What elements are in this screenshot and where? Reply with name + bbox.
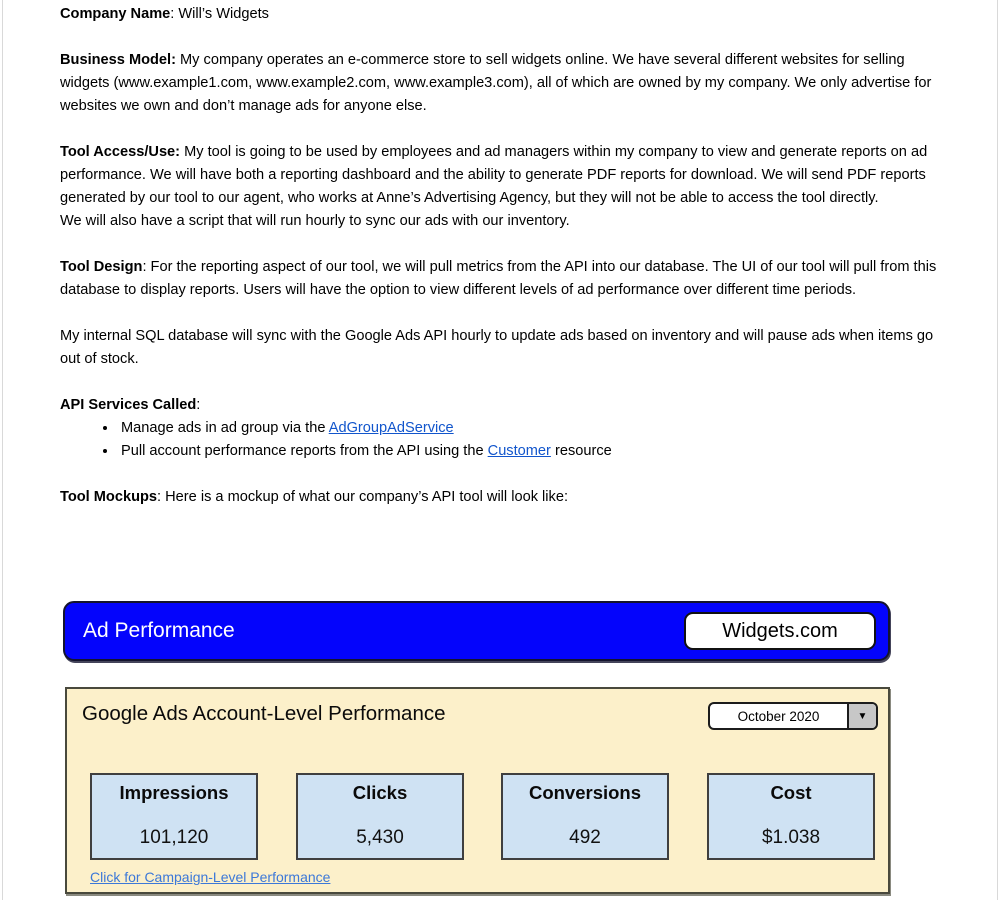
metric-card-impressions <box>90 773 258 860</box>
widgets-site-button[interactable]: Widgets.com <box>684 612 876 650</box>
tool-access-line2: We will also have a script that will run hourly to sync our ads with our inventory. <box>60 213 570 229</box>
campaign-level-performance-link[interactable]: Click for Campaign-Level Performance <box>90 869 331 885</box>
panel-title: Google Ads Account-Level Performance <box>82 702 446 725</box>
tool-mockups-text: : Here is a mockup of what our company’s API tool will look like: <box>157 489 569 505</box>
period-dropdown-value: October 2020 <box>737 708 820 724</box>
company-name-value: : Will’s Widgets <box>170 6 269 22</box>
mockup-header-bar <box>63 601 890 661</box>
metric-card-cost <box>707 773 875 860</box>
paragraph-business-model <box>60 49 942 118</box>
metric-label: Cost <box>770 782 812 803</box>
bullet1-pre: Manage ads in ad group via the <box>121 420 329 436</box>
document-body <box>60 0 942 532</box>
metric-value: 5,430 <box>356 827 404 848</box>
tool-mockups-label: Tool Mockups <box>60 489 158 505</box>
metric-card-clicks <box>296 773 464 860</box>
api-services-label: API Services Called <box>60 397 197 413</box>
customer-link[interactable]: Customer <box>487 443 551 459</box>
list-item-adgroupadservice <box>118 417 942 440</box>
paragraph-tool-design <box>60 256 942 302</box>
sql-sync-text: My internal SQL database will sync with the Google Ads API hourly to update ads based on inventory and will pause ads when items go out of stock. <box>60 328 934 367</box>
business-model-label: Business Model: <box>60 52 176 68</box>
metric-label: Conversions <box>528 782 642 803</box>
list-item-customer <box>118 440 942 463</box>
dropdown-arrow-icon[interactable]: ▼ <box>847 704 876 728</box>
mockup-app-title: Ad Performance <box>83 619 235 642</box>
paragraph-tool-access <box>60 141 942 233</box>
metric-value: $1.038 <box>761 827 821 848</box>
tool-access-label: Tool Access/Use: <box>60 144 181 160</box>
api-services-colon: : <box>196 397 201 413</box>
paragraph-tool-mockups <box>60 486 942 509</box>
tool-access-text: My tool is going to be used by employees and ad managers within my company to view and generate reports on ad performance. We will have both a reporting dashboard and the ability to generate PDF reports for download. We will send PDF reports generated by our tool to our agent, who works at Anne’s Advertising Agency, but they will not be able to access the tool directly. <box>60 144 928 206</box>
company-name-label: Company Name <box>60 6 171 22</box>
tool-design-label: Tool Design <box>60 259 143 275</box>
metric-card-conversions <box>501 773 669 860</box>
metric-label: Clicks <box>352 782 408 803</box>
paragraph-api-services <box>60 394 942 417</box>
period-dropdown[interactable] <box>708 702 878 730</box>
paragraph-company-name <box>60 3 942 26</box>
metric-label: Impressions <box>119 782 229 803</box>
page-border-left <box>2 0 3 900</box>
tool-design-text: : For the reporting aspect of our tool, we will pull metrics from the API into our database. The UI of our tool will pull from this database to display reports. Users will have the option to view different levels of ad performance over different time periods. <box>60 259 937 298</box>
metric-value: 492 <box>569 827 601 848</box>
metric-value: 101,120 <box>139 827 209 848</box>
bullet2-post: resource <box>550 443 612 459</box>
business-model-text: My company operates an e-commerce store to sell widgets online. We have several different websites for selling widgets (www.example1.com, www.example2.com, www.example3.com), all of which are owned by my company. We only advertise for websites we own and don’t manage ads for anyone else. <box>60 52 932 114</box>
page-border-right <box>997 0 998 900</box>
paragraph-sql-sync <box>60 325 942 371</box>
account-performance-panel <box>65 687 890 894</box>
api-services-list <box>60 417 942 463</box>
bullet2-pre: Pull account performance reports from the API using the <box>121 443 488 459</box>
adgroupadservice-link[interactable]: AdGroupAdService <box>328 420 454 436</box>
